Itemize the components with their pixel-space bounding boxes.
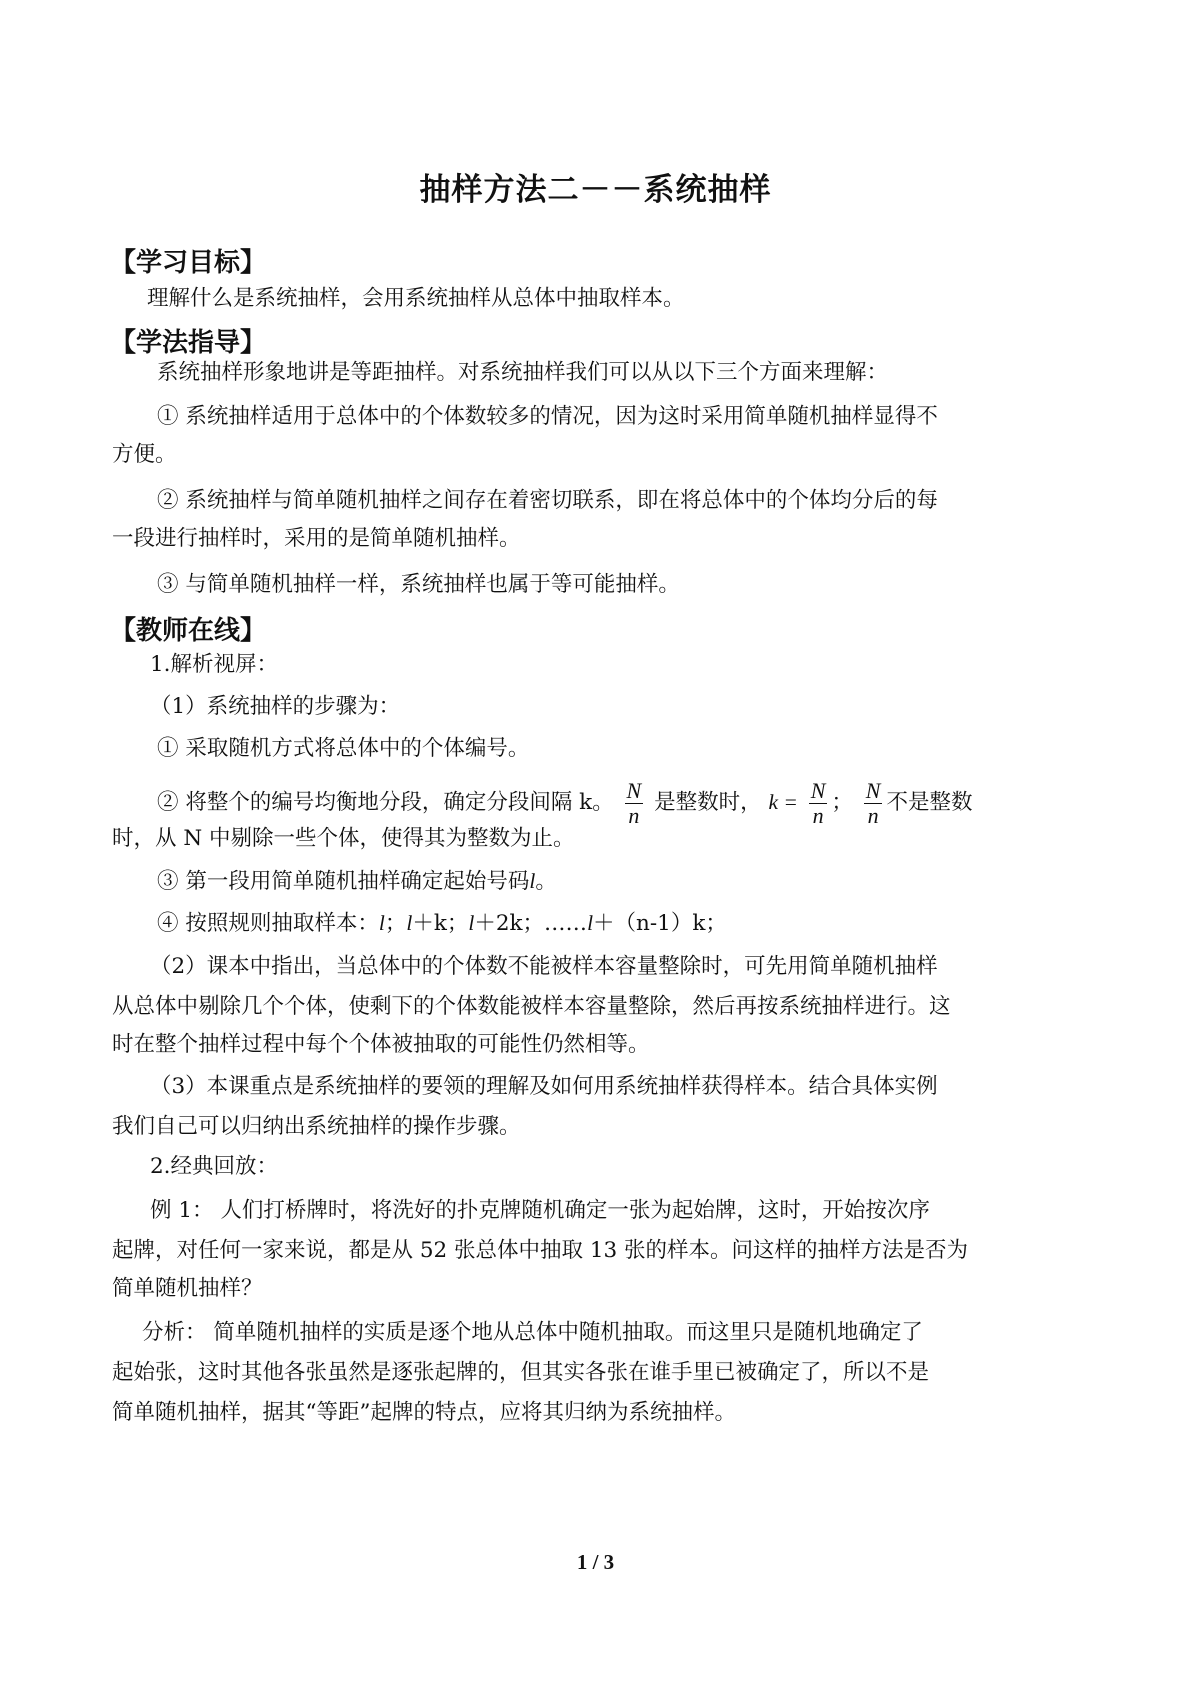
step-3-text: ③ 第一段用简单随机抽样确定起始号码	[157, 869, 530, 894]
step-3	[157, 866, 557, 897]
analysis-line-3: 简单随机抽样，据其“等距”起牌的特点，应将其归纳为系统抽样。	[112, 1400, 736, 1425]
method-point-1-line-2: 方便。	[112, 442, 177, 467]
fraction-k-value	[809, 779, 828, 828]
step-2-text-b: 是整数时，	[654, 790, 762, 815]
method-point-1-line-1: ① 系统抽样适用于总体中的个体数较多的情况，因为这时采用简单随机抽样显得不	[157, 404, 938, 429]
analysis-subtitle: 1.解析视屏：	[150, 652, 279, 677]
step-1: ① 采取随机方式将总体中的个体编号。	[157, 736, 530, 761]
symbol-l: l	[406, 911, 413, 935]
method-intro: 系统抽样形象地讲是等距抽样。对系统抽样我们可以从以下三个方面来理解：	[157, 360, 889, 385]
page-number: 1 / 3	[576, 1550, 615, 1574]
analysis-line-2: 起始张，这时其他各张虽然是逐张起牌的，但其实各张在谁手里已被确定了，所以不是	[112, 1360, 930, 1385]
note-3-line-1: （3）本课重点是系统抽样的要领的理解及如何用系统抽样获得样本。结合具体实例	[150, 1074, 938, 1099]
fraction-numerator: N	[810, 777, 826, 803]
method-point-2-line-1: ② 系统抽样与简单随机抽样之间存在着密切联系，即在将总体中的个体均分后的每	[157, 488, 938, 513]
note-2-line-2: 从总体中剔除几个个体，使剩下的个体数能被样本容量整除，然后再按系统抽样进行。这	[112, 994, 951, 1019]
step-3-end: 。	[535, 869, 557, 894]
method-point-2-line-2: 一段进行抽样时，采用的是简单随机抽样。	[112, 526, 521, 551]
step-4-last: ＋（n-1）k；	[593, 911, 727, 936]
step-2-separator: ；	[831, 790, 853, 815]
goal-heading: 【学习目标】	[110, 248, 267, 278]
example-1-line-1: 例 1： 人们打桥牌时，将洗好的扑克牌随机确定一张为起始牌，这时，开始按次序	[150, 1198, 930, 1223]
fraction-numerator: N	[626, 777, 642, 803]
fraction-n-over-n	[625, 779, 644, 828]
fraction-denominator: n	[812, 802, 824, 828]
fraction-n-over-n-2	[864, 779, 883, 828]
method-point-3: ③ 与简单随机抽样一样，系统抽样也属于等可能抽样。	[157, 572, 680, 597]
step-2-line-1	[157, 774, 972, 831]
step-4-text: ④ 按照规则抽取样本：	[157, 911, 379, 936]
note-2-line-3: 时在整个抽样过程中每个个体被抽取的可能性仍然相等。	[112, 1032, 650, 1057]
fraction-denominator: n	[867, 802, 879, 828]
analysis-line-1: 分析： 简单随机抽样的实质是逐个地从总体中随机抽取。而这里只是随机地确定了	[142, 1320, 923, 1345]
k-equals: k =	[768, 790, 798, 814]
note-2-line-1: （2）课本中指出，当总体中的个体数不能被样本容量整除时，可先用简单随机抽样	[150, 954, 938, 979]
teacher-heading: 【教师在线】	[110, 616, 267, 646]
step-2-line-2: 时，从 N 中剔除一些个体，使得其为整数为止。	[112, 826, 575, 851]
note-3-line-2: 我们自己可以归纳出系统抽样的操作步骤。	[112, 1114, 521, 1139]
step-4-plus-k: ＋k；	[412, 911, 469, 936]
classic-review-subtitle: 2.经典回放：	[150, 1154, 279, 1179]
example-1-line-3: 简单随机抽样？	[112, 1276, 263, 1301]
step-2-text-c: 不是整数	[886, 790, 973, 815]
goal-text: 理解什么是系统抽样，会用系统抽样从总体中抽取样本。	[147, 286, 685, 311]
symbol-l: l	[529, 869, 536, 893]
step-4-sep: ；	[384, 911, 407, 936]
symbol-l: l	[378, 911, 385, 935]
symbol-l: l	[468, 911, 475, 935]
example-1-line-2: 起牌，对任何一家来说，都是从 52 张总体中抽取 13 张的样本。问这样的抽样方法是否为	[112, 1238, 969, 1263]
step-4-plus-2k: ＋2k；……	[474, 911, 588, 936]
page-title: 抽样方法二－－系统抽样	[419, 172, 772, 208]
symbol-l: l	[587, 911, 594, 935]
fraction-denominator: n	[628, 802, 640, 828]
fraction-numerator: N	[865, 777, 881, 803]
step-4	[157, 908, 727, 939]
method-heading: 【学法指导】	[110, 328, 267, 358]
steps-title: （1）系统抽样的步骤为：	[150, 694, 401, 719]
step-2-text-a: ② 将整个的编号均衡地分段，确定分段间隔 k。	[157, 790, 614, 815]
